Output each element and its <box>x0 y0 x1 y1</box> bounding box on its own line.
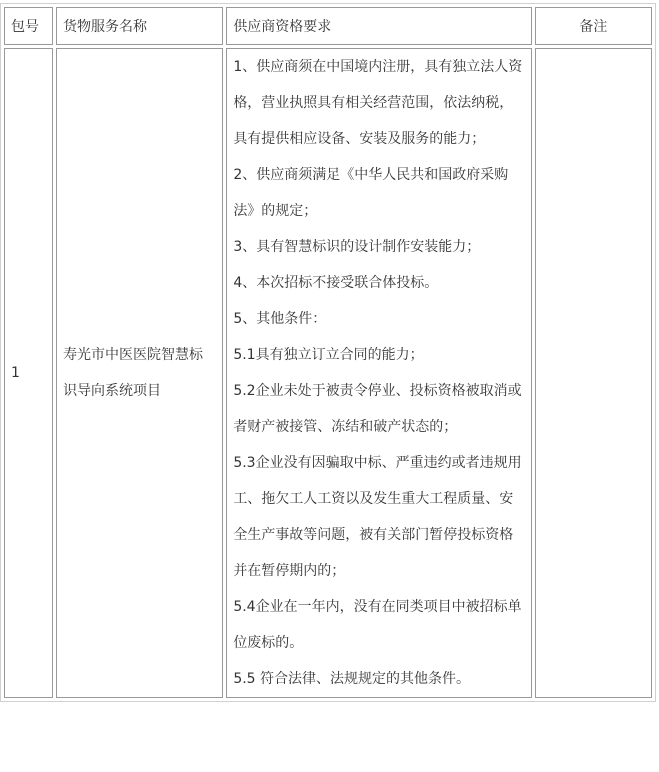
requirement-item: 5.4企业在一年内，没有在同类项目中被招标单位废标的。 <box>233 599 522 651</box>
header-remark: 备注 <box>535 7 652 45</box>
requirement-item: 2、供应商须满足《中华人民共和国政府采购法》的规定； <box>233 167 509 219</box>
requirement-item: 4、本次招标不接受联合体投标。 <box>233 275 439 291</box>
requirement-item: 3、具有智慧标识的设计制作安装能力； <box>233 239 481 255</box>
header-qualification: 供应商资格要求 <box>226 7 531 45</box>
cell-qualification <box>226 48 531 698</box>
requirement-item: 5.3企业没有因骗取中标、严重违约或者违规用工、拖欠工人工资以及发生重大工程质量、安全生产事故等问题，被有关部门暂停投标资格并在暂停期内的； <box>233 455 522 579</box>
cell-item-name: 寿光市中医医院智慧标识导向系统项目 <box>56 48 223 698</box>
table-header-row <box>4 7 652 45</box>
header-item-name: 货物服务名称 <box>56 7 223 45</box>
requirement-item: 5、其他条件： <box>233 311 327 327</box>
requirement-item: 1、供应商须在中国境内注册，具有独立法人资格，营业执照具有相关经营范围，依法纳税，具有提供相应设备、安装及服务的能力； <box>233 59 523 147</box>
cell-remark <box>535 48 652 698</box>
requirement-item: 5.1具有独立订立合同的能力； <box>233 347 424 363</box>
requirement-item: 5.2企业未处于被责令停业、投标资格被取消或者财产被接管、冻结和破产状态的； <box>233 383 522 435</box>
cell-package-no: 1 <box>4 48 53 698</box>
qualification-table <box>0 3 656 702</box>
requirement-item: 5.5 符合法律、法规规定的其他条件。 <box>233 671 471 687</box>
header-package-no: 包号 <box>4 7 53 45</box>
table-row <box>4 48 652 698</box>
